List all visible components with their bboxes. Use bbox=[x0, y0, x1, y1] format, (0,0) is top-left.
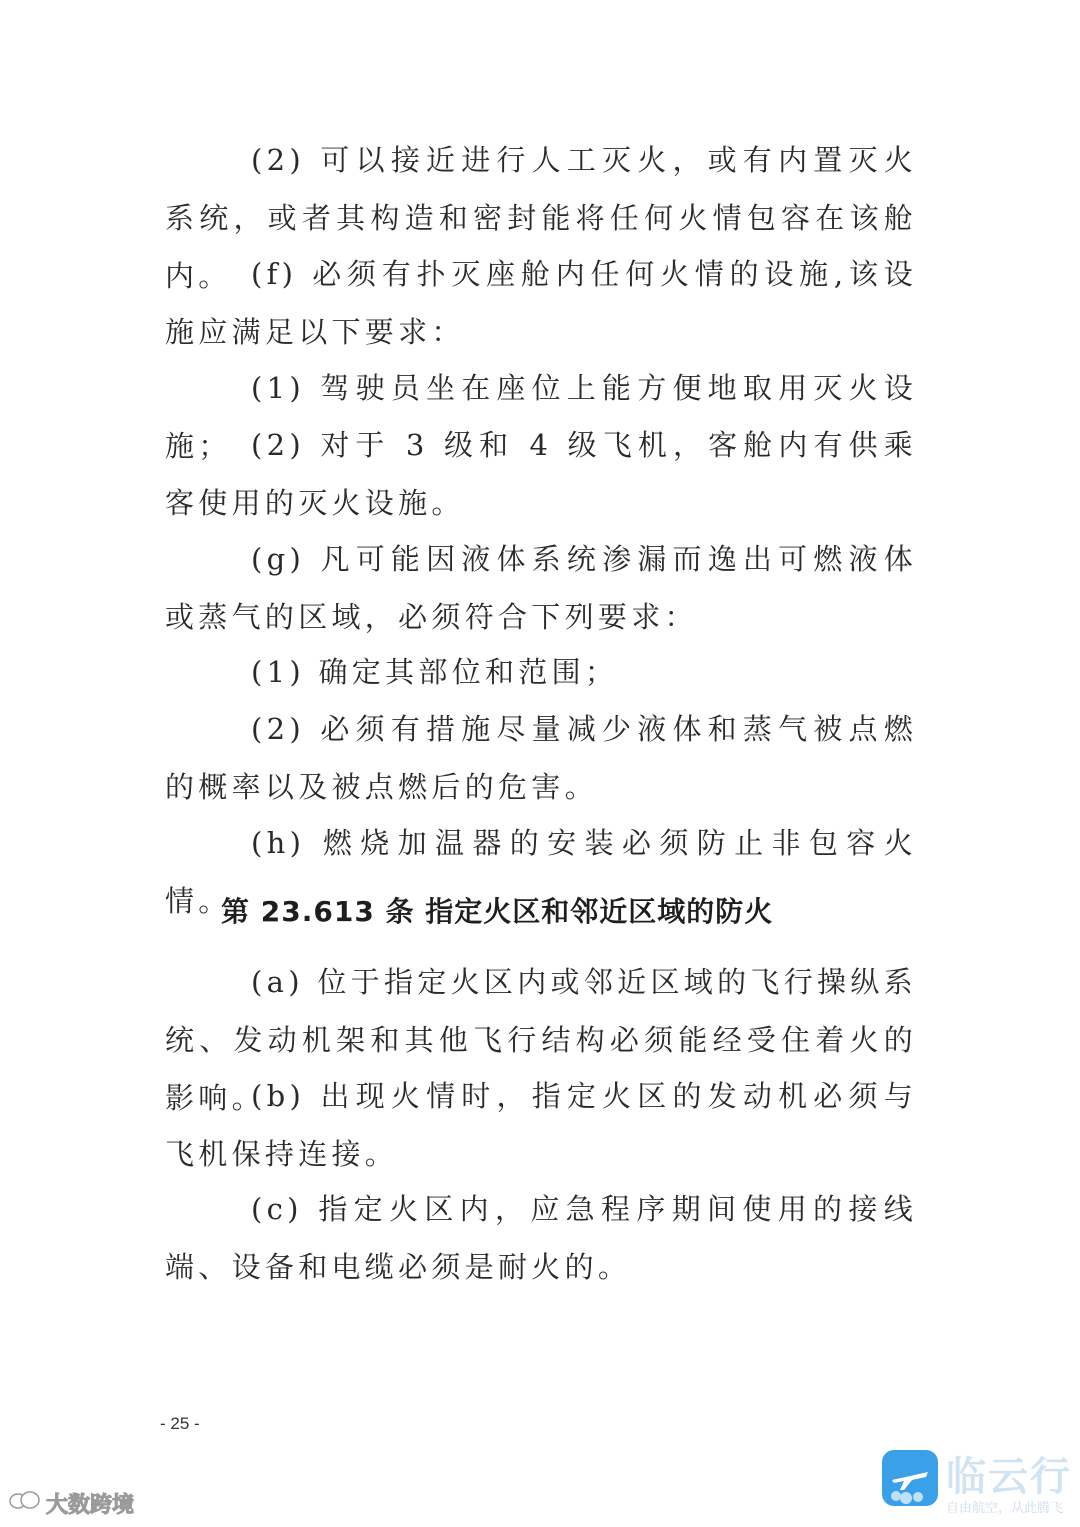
watermark-left-text: 大数跨境 bbox=[46, 1492, 135, 1518]
paragraph-f-cockpit-extinguish: (f) 必须有扑灭座舱内任何火情的设施,该设施应满足以下要求： bbox=[165, 257, 917, 349]
chat-bubble-icon bbox=[8, 1490, 42, 1517]
paragraph-g1: (1) 确定其部位和范围； bbox=[251, 655, 619, 689]
paragraph-c-fireproof-cables: (c) 指定火区内，应急程序期间使用的接线端、设备和电缆必须是耐火的。 bbox=[165, 1192, 917, 1284]
paragraph-g-flammable-fluids: (g) 凡可能因液体系统渗漏而逸出可燃液体或蒸气的区域，必须符合下列要求： bbox=[165, 542, 917, 634]
paragraph-a-fire-zone-structures: (a) 位于指定火区内或邻近区域的飞行操纵系统、发动机架和其他飞行结构必须能经受住着火的影响。 bbox=[165, 965, 917, 1115]
watermark-right-slogan: 自由航空，从此腾飞 bbox=[946, 1501, 1064, 1516]
paragraph-f1: (1) 驾驶员坐在座位上能方便地取用灭火设施； bbox=[165, 371, 917, 463]
watermark-right bbox=[882, 1445, 1072, 1521]
paragraph-2-fire-containment: (2) 可以接近进行人工灭火，或有内置灭火系统，或者其构造和密封能将任何火情包容在该舱内。 bbox=[165, 143, 917, 293]
paragraph-f2: (2) 对于 3 级和 4 级飞机，客舱内有供乘客使用的灭火设施。 bbox=[165, 428, 917, 520]
section-heading: 第 23.613 条 指定火区和邻近区域的防火 bbox=[221, 895, 774, 928]
watermark-left bbox=[8, 1488, 134, 1518]
airplane-icon bbox=[882, 1450, 938, 1506]
paragraph-b-engine-attached: (b) 出现火情时，指定火区的发动机必须与飞机保持连接。 bbox=[165, 1079, 917, 1171]
watermark-right-title: 临云行 bbox=[946, 1454, 1072, 1500]
paragraph-h-heater: (h) 燃烧加温器的安装必须防止非包容火情。 bbox=[165, 826, 917, 918]
paragraph-g2: (2) 必须有措施尽量减少液体和蒸气被点燃的概率以及被点燃后的危害。 bbox=[165, 712, 917, 804]
page-number: - 25 - bbox=[160, 1414, 200, 1433]
